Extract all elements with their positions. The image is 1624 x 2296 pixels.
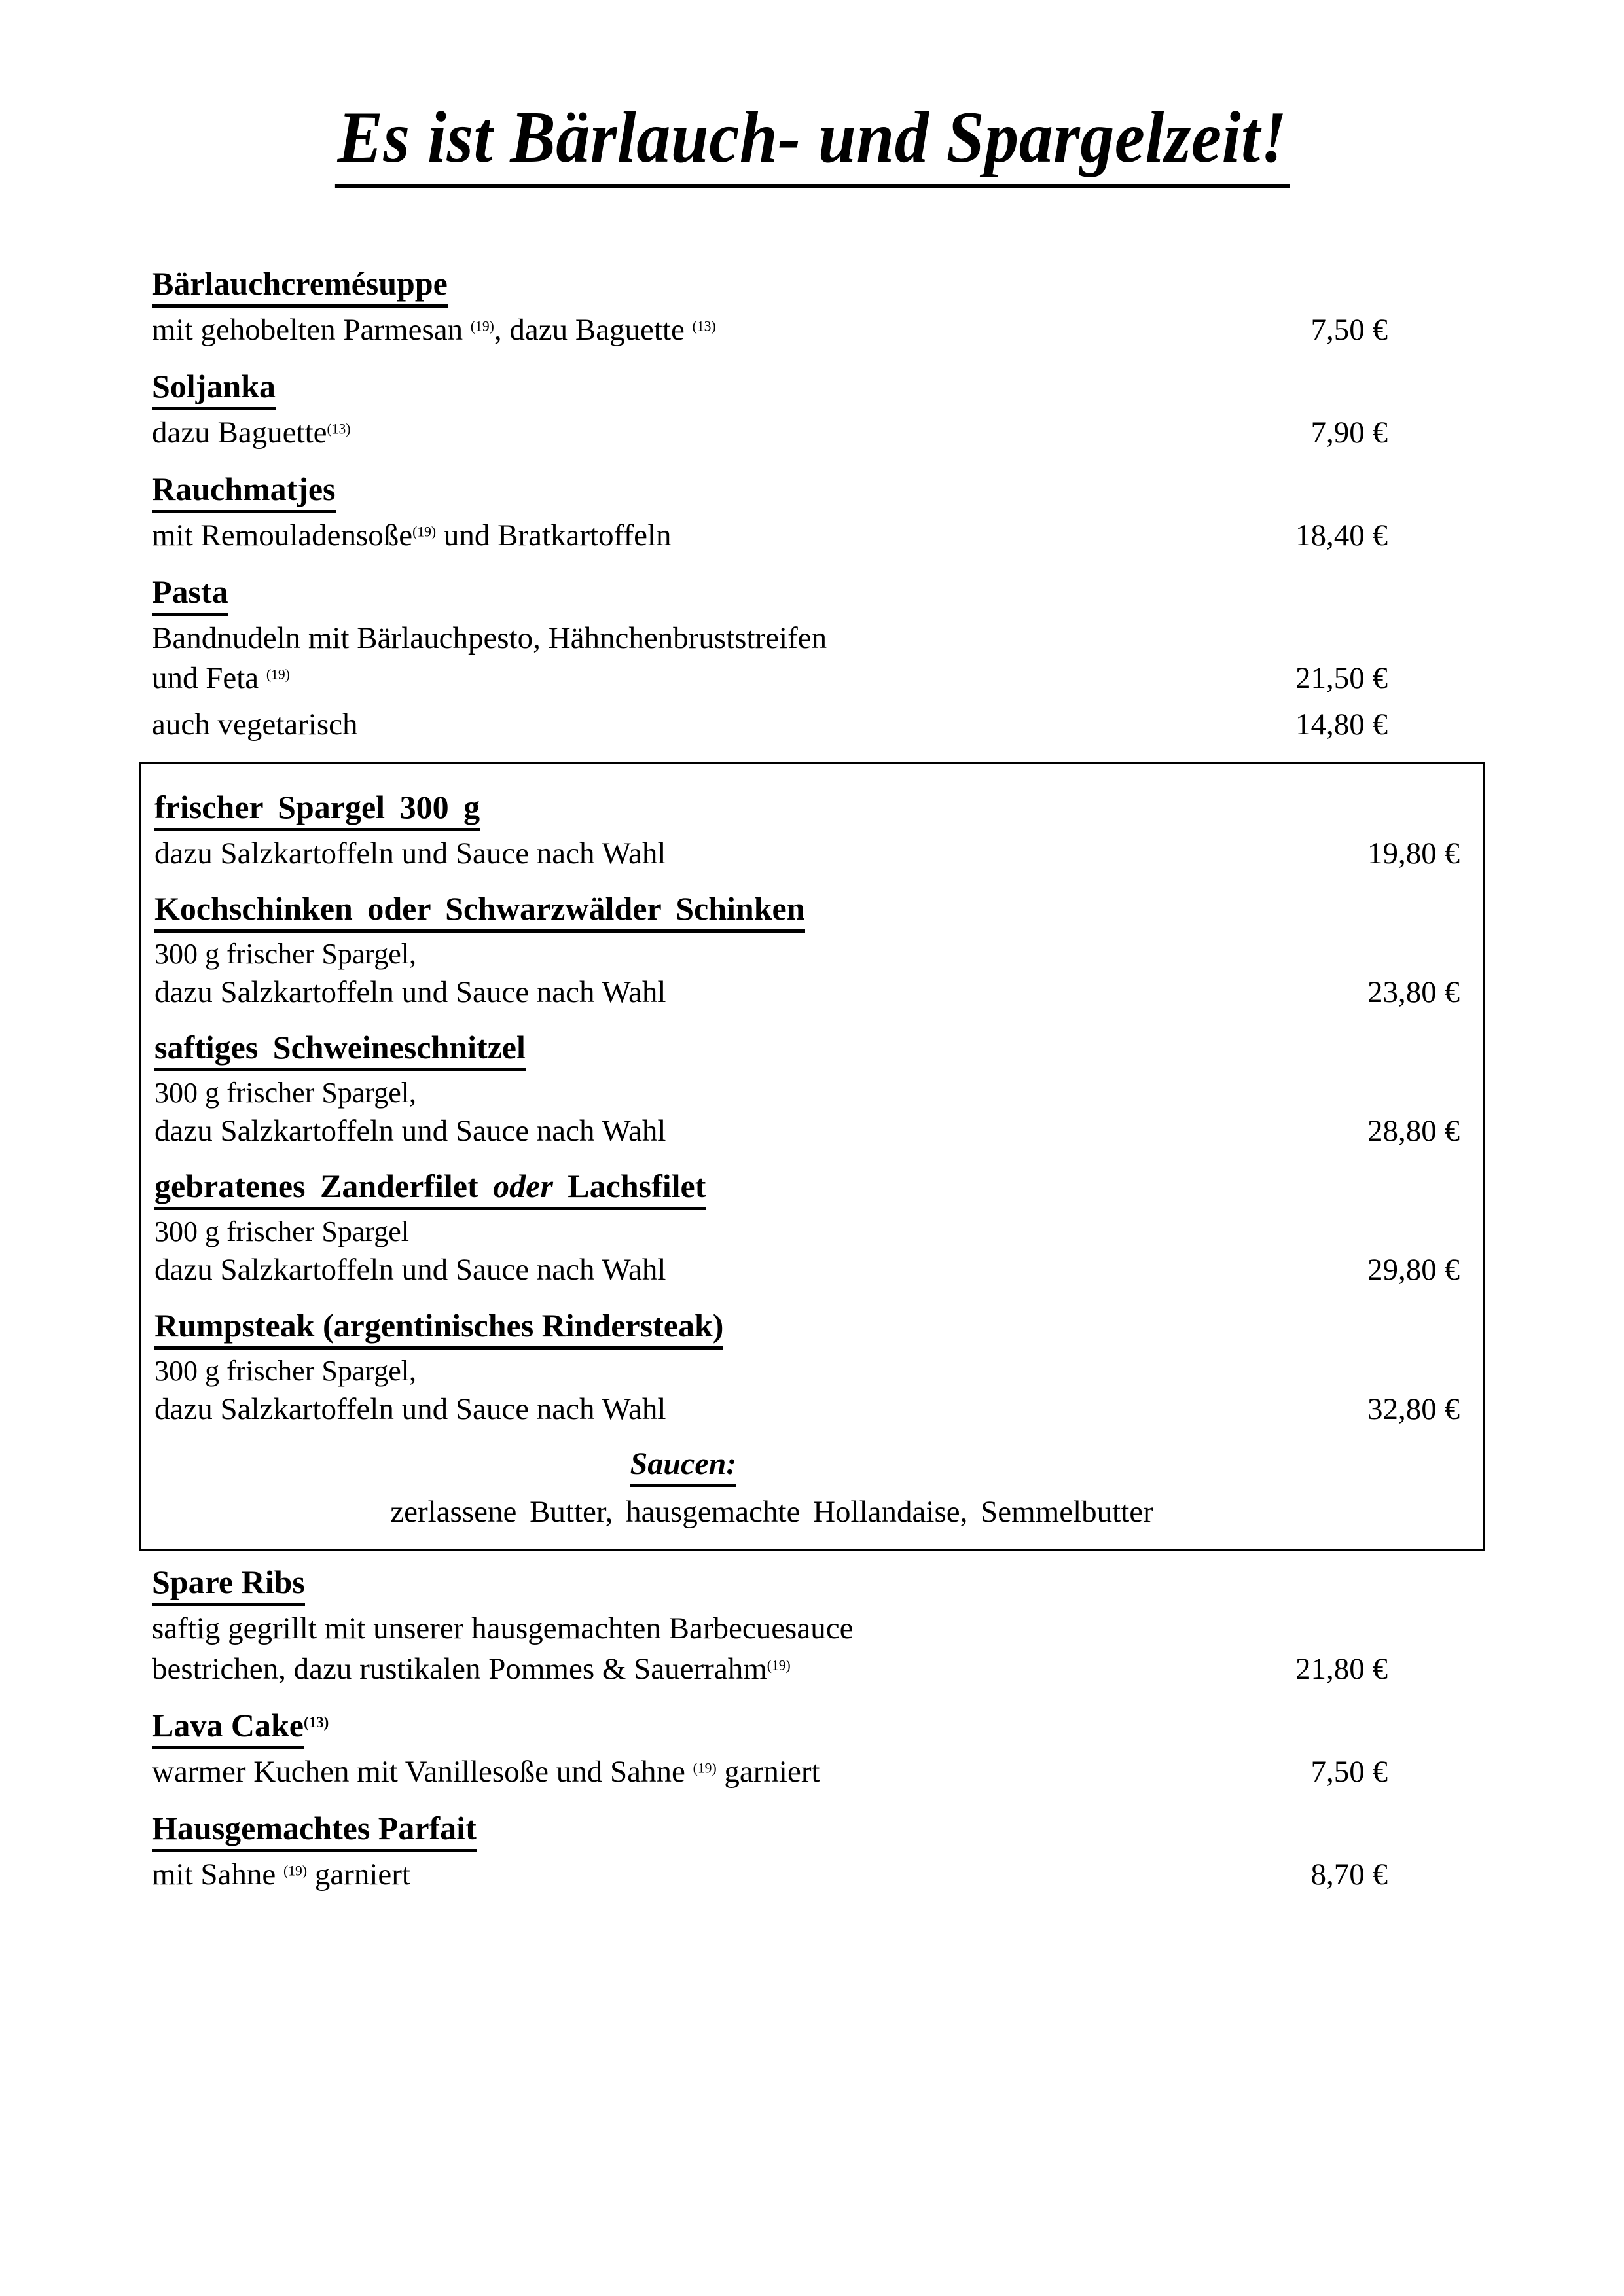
menu-item-lava-cake	[152, 1706, 1396, 1792]
menu-item-name: Pasta	[152, 573, 228, 616]
menu-item-row	[154, 1390, 1468, 1429]
menu-item-price: 7,50 €	[1310, 313, 1388, 347]
menu-item-row	[152, 516, 1396, 556]
menu-item-name: Lava Cake	[152, 1706, 304, 1749]
menu-item-soljanka	[152, 367, 1396, 453]
menu-item-description	[152, 1752, 820, 1792]
menu-item-description-line: saftig gegrillt mit unserer hausgemachten Barbecuesauce	[152, 1611, 854, 1646]
menu-item-heading	[152, 1563, 1396, 1606]
menu-item-description	[152, 516, 672, 556]
menu-item-description: auch vegetarisch	[152, 708, 358, 742]
menu-item-subline: 300 g frischer Spargel,	[154, 1076, 416, 1109]
menu-item-name: Kochschinken oder Schwarzwälder Schinken	[154, 889, 805, 933]
menu-item-heading	[154, 889, 1468, 933]
menu-item-row	[154, 1111, 1468, 1151]
allergen-note: (13)	[303, 1713, 329, 1731]
menu-item-name-part1: gebratenes Zanderfilet	[154, 1168, 494, 1205]
menu-item-name-oder: oder	[493, 1168, 553, 1205]
allergen-note: (13)	[692, 318, 716, 334]
menu-item-heading	[152, 1809, 1396, 1852]
allergen-note: (19)	[767, 1657, 791, 1674]
menu-item-heading	[154, 788, 1468, 831]
allergen-note: (13)	[327, 421, 351, 437]
menu-content	[152, 264, 1460, 1912]
menu-item-name: Soljanka	[152, 367, 276, 410]
menu-item-rauchmatjes	[152, 470, 1396, 556]
menu-item-row	[152, 1855, 1396, 1895]
desc-text-1: mit Sahne	[152, 1857, 284, 1892]
menu-item-description	[152, 1855, 410, 1895]
menu-item-description: dazu Salzkartoffeln und Sauce nach Wahl	[154, 1253, 666, 1287]
menu-item-heading	[154, 1306, 1468, 1350]
menu-item-name: saftiges Schweineschnitzel	[154, 1028, 526, 1071]
menu-item-name-part2: Lachsfilet	[552, 1168, 706, 1205]
menu-item-subline: 300 g frischer Spargel	[154, 1215, 409, 1248]
desc-text-2: garniert	[716, 1754, 820, 1789]
saucen-heading-label: Saucen:	[630, 1445, 737, 1488]
menu-item-subline: 300 g frischer Spargel,	[154, 937, 416, 970]
menu-item-name: Spare Ribs	[152, 1563, 305, 1606]
menu-item-description: dazu Salzkartoffeln und Sauce nach Wahl	[154, 1391, 666, 1426]
menu-item-schweineschnitzel	[154, 1028, 1468, 1151]
menu-item-price: 32,80 €	[1367, 1391, 1460, 1426]
menu-item-subline: 300 g frischer Spargel,	[154, 1354, 416, 1387]
menu-item-heading	[152, 1706, 1396, 1749]
menu-item-baerlauchcremesuppe	[152, 264, 1396, 350]
menu-item-row	[154, 973, 1468, 1013]
allergen-note: (19)	[470, 318, 494, 334]
menu-item-description	[152, 1649, 791, 1689]
page-title: Es ist Bärlauch- und Spargelzeit!	[334, 97, 1289, 188]
menu-item-name: Bärlauchcremésuppe	[152, 264, 448, 308]
menu-item-price: 14,80 €	[1295, 708, 1388, 742]
menu-item-row	[154, 1250, 1468, 1290]
allergen-note: (19)	[412, 524, 437, 540]
menu-item-description: dazu Salzkartoffeln und Sauce nach Wahl	[154, 836, 666, 870]
menu-item-description	[152, 310, 716, 350]
menu-item-row	[152, 413, 1396, 453]
desc-text-1: dazu Baguette	[152, 416, 327, 450]
menu-item-row-vegetarian	[152, 705, 1396, 745]
desc-text-2: und Bratkartoffeln	[436, 518, 672, 553]
menu-item-name: Rumpsteak (argentinisches Rindersteak)	[154, 1306, 723, 1350]
menu-item-price: 8,70 €	[1310, 1857, 1388, 1892]
menu-item-description	[152, 413, 351, 453]
menu-item-row	[152, 1649, 1396, 1689]
menu-item-heading	[152, 264, 1396, 308]
menu-item-description: dazu Salzkartoffeln und Sauce nach Wahl	[154, 1114, 666, 1149]
menu-item-row	[152, 1752, 1396, 1792]
menu-item-name: frischer Spargel 300 g	[154, 788, 480, 831]
allergen-note: (19)	[266, 666, 290, 683]
menu-item-frischer-spargel	[154, 788, 1468, 874]
menu-item-pasta	[152, 573, 1396, 745]
menu-item-heading	[152, 573, 1396, 616]
menu-item-row	[152, 658, 1396, 698]
menu-item-name: Rauchmatjes	[152, 470, 336, 513]
menu-item-heading	[152, 367, 1396, 410]
desc-text-1: mit gehobelten Parmesan	[152, 313, 471, 347]
menu-item-price: 29,80 €	[1367, 1253, 1460, 1287]
menu-item-spare-ribs	[152, 1563, 1396, 1689]
menu-item-parfait	[152, 1809, 1396, 1895]
spargel-section-box	[139, 762, 1485, 1552]
menu-item-zanderfilet	[154, 1167, 1468, 1290]
menu-item-price: 21,50 €	[1295, 661, 1388, 696]
menu-item-description-line: Bandnudeln mit Bärlauchpesto, Hähnchenbruststreifen	[152, 621, 827, 656]
page-title-container	[0, 97, 1624, 188]
menu-item-price: 19,80 €	[1367, 836, 1460, 870]
spacer	[152, 698, 1396, 705]
menu-item-price: 23,80 €	[1367, 975, 1460, 1009]
menu-item-price: 18,40 €	[1295, 518, 1388, 553]
desc-text-1: und Feta	[152, 661, 266, 696]
desc-text-1: warmer Kuchen mit Vanillesoße und Sahne	[152, 1754, 693, 1789]
menu-item-heading	[154, 1028, 1468, 1071]
menu-item-price: 21,80 €	[1295, 1651, 1388, 1686]
menu-item-name	[154, 1167, 706, 1210]
desc-text-1: bestrichen, dazu rustikalen Pommes & Sauerrahm	[152, 1651, 767, 1686]
menu-item-description	[152, 658, 290, 698]
menu-item-row	[154, 834, 1468, 874]
menu-item-price: 28,80 €	[1367, 1114, 1460, 1149]
desc-text-1: mit Remouladensoße	[152, 518, 413, 553]
menu-item-rumpsteak	[154, 1306, 1468, 1429]
desc-text-2: , dazu Baguette	[494, 313, 693, 347]
allergen-note: (19)	[283, 1863, 308, 1879]
menu-item-name: Hausgemachtes Parfait	[152, 1809, 477, 1852]
allergen-note: (19)	[693, 1760, 717, 1776]
menu-item-description: dazu Salzkartoffeln und Sauce nach Wahl	[154, 975, 666, 1009]
desc-text-2: garniert	[307, 1857, 410, 1892]
menu-item-price: 7,50 €	[1310, 1754, 1388, 1789]
menu-item-heading	[152, 470, 1396, 513]
saucen-heading	[154, 1445, 1468, 1488]
menu-item-price: 7,90 €	[1310, 416, 1388, 450]
saucen-list: zerlassene Butter, hausgemachte Hollandaise, Semmelbutter	[390, 1495, 1153, 1530]
menu-item-kochschinken	[154, 889, 1468, 1013]
menu-item-heading	[154, 1167, 1468, 1210]
menu-item-row	[152, 310, 1396, 350]
